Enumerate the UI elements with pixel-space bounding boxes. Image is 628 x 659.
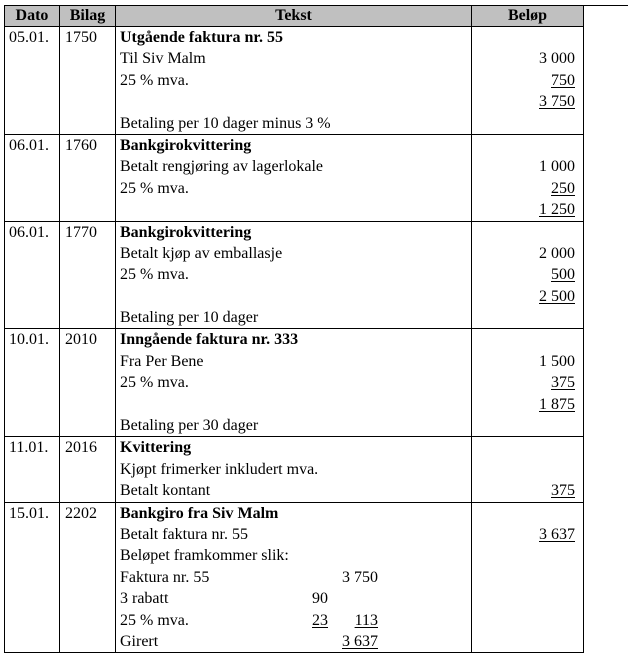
entry-title: Kvittering — [120, 439, 192, 457]
belop-cell — [472, 221, 584, 329]
amount — [472, 113, 583, 134]
entry-line: Til Siv Malm — [120, 50, 206, 68]
breakdown-label: 25 % mva. — [120, 611, 189, 629]
entry-title: Utgående faktura nr. 55 — [120, 29, 283, 46]
ledger-row — [5, 134, 584, 221]
breakdown-row — [116, 588, 471, 609]
amount: 1 500 — [539, 352, 575, 370]
entry-line: Betaling per 30 dager — [120, 417, 259, 435]
bilag-cell: 2016 — [60, 437, 116, 502]
amount: 1 000 — [539, 158, 575, 176]
dato-cell: 10.01. — [5, 329, 60, 437]
entry-line: 25 % mva. — [120, 374, 189, 392]
breakdown-col1: 23 — [312, 611, 328, 629]
amount-total: 1 250 — [539, 201, 575, 219]
amount — [472, 222, 583, 243]
bilag-cell: 1760 — [60, 134, 116, 221]
breakdown-label: 3 rabatt — [120, 590, 169, 608]
amount — [472, 307, 583, 328]
dato-cell: 11.01. — [5, 437, 60, 502]
header-row — [5, 6, 584, 27]
ledger-row — [5, 27, 584, 135]
breakdown-col2: 113 — [354, 611, 378, 629]
amount: 500 — [551, 266, 575, 284]
tekst-cell — [116, 329, 472, 437]
ledger-row — [5, 221, 584, 329]
amount: 750 — [551, 71, 575, 89]
entry-line: Betalt kontant — [120, 482, 211, 500]
top-rule — [583, 5, 628, 6]
amount — [472, 437, 583, 458]
amount: 375 — [551, 374, 575, 392]
ledger-row — [5, 437, 584, 502]
breakdown-row — [116, 567, 471, 588]
amount-total: 3 750 — [539, 93, 575, 111]
entry-line: 25 % mva. — [120, 179, 189, 197]
tekst-cell — [116, 221, 472, 329]
amount-total: 3 637 — [539, 525, 575, 543]
ledger-row — [5, 329, 584, 437]
amount-total: 375 — [551, 482, 575, 500]
amount — [472, 503, 583, 524]
tekst-cell — [116, 27, 472, 135]
header-dato: Dato — [5, 6, 60, 27]
entry-line: 25 % mva. — [120, 266, 189, 284]
entry-title: Bankgirokvittering — [120, 136, 252, 154]
breakdown-label: Girert — [120, 632, 159, 650]
amount — [472, 459, 583, 480]
tekst-cell — [116, 134, 472, 221]
dato-cell: 06.01. — [5, 221, 60, 329]
breakdown-row — [116, 631, 471, 652]
entry-line — [116, 199, 471, 220]
amount: 250 — [551, 179, 575, 197]
belop-cell — [472, 329, 584, 437]
entry-title: Bankgiro fra Siv Malm — [120, 504, 279, 522]
entry-line — [116, 394, 471, 415]
breakdown-col1: 90 — [312, 590, 328, 608]
dato-cell: 05.01. — [5, 27, 60, 135]
header-belop: Beløp — [472, 6, 584, 27]
entry-line: Betaling per 10 dager — [120, 309, 259, 327]
amount: 3 000 — [539, 50, 575, 68]
amount-total: 2 500 — [539, 287, 575, 305]
dato-cell: 15.01. — [5, 502, 60, 653]
bilag-cell: 1770 — [60, 221, 116, 329]
entry-line: Betalt faktura nr. 55 — [120, 525, 248, 543]
entry-line — [116, 286, 471, 307]
amount — [472, 135, 583, 156]
entry-line: Betaling per 10 dager minus 3 % — [120, 114, 331, 132]
breakdown-row — [116, 610, 471, 631]
bilag-cell: 1750 — [60, 27, 116, 135]
bilag-cell: 2202 — [60, 502, 116, 653]
entry-line — [116, 91, 471, 112]
ledger-row — [5, 502, 584, 653]
entry-line: Fra Per Bene — [120, 352, 204, 370]
belop-cell — [472, 502, 584, 653]
amount — [472, 329, 583, 350]
entry-line: Beløpet framkommer slik: — [120, 547, 289, 565]
header-tekst: Tekst — [116, 6, 472, 27]
entry-title: Inngående faktura nr. 333 — [120, 331, 299, 349]
header-bilag: Bilag — [60, 6, 116, 27]
entry-title: Bankgirokvittering — [120, 223, 252, 241]
belop-cell — [472, 27, 584, 135]
entry-line: Betalt kjøp av emballasje — [120, 244, 283, 262]
tekst-cell — [116, 437, 472, 502]
breakdown-col2: 3 637 — [342, 632, 378, 650]
belop-cell — [472, 437, 584, 502]
entry-line: Kjøpt frimerker inkludert mva. — [120, 460, 319, 478]
belop-cell — [472, 134, 584, 221]
entry-line: Betalt rengjøring av lagerlokale — [120, 158, 324, 176]
amount: 2 000 — [539, 244, 575, 262]
ledger-table — [4, 5, 584, 653]
breakdown-label: Faktura nr. 55 — [120, 568, 210, 586]
entry-line: 25 % mva. — [120, 71, 189, 89]
amount-total: 1 875 — [539, 395, 575, 413]
amount — [472, 27, 583, 48]
dato-cell: 06.01. — [5, 134, 60, 221]
breakdown-col2: 3 750 — [342, 568, 378, 586]
tekst-cell — [116, 502, 472, 653]
bilag-cell: 2010 — [60, 329, 116, 437]
amount — [472, 415, 583, 436]
